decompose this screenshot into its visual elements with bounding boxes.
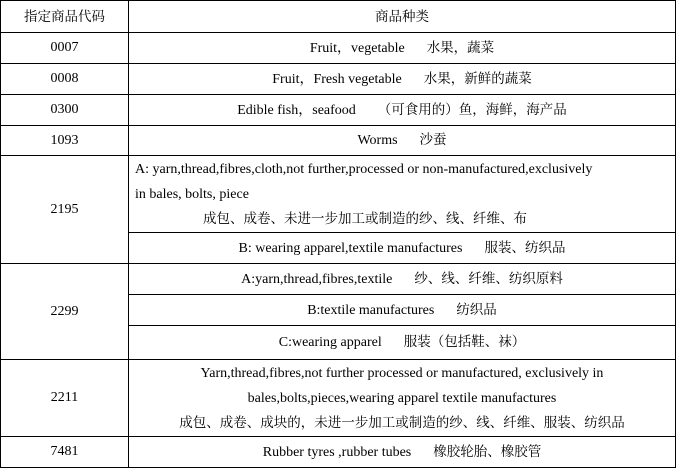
category-en-line2: in bales, bolts, piece bbox=[135, 186, 249, 202]
code-cell: 2211 bbox=[1, 360, 129, 437]
category-en: Edible fish，seafood bbox=[237, 102, 356, 118]
table-row bbox=[1, 33, 676, 64]
category-en: B: wearing apparel,textile manufactures bbox=[238, 240, 463, 256]
category-zh: 服装、纺织品 bbox=[484, 239, 566, 256]
category-en: Fruit，vegetable bbox=[309, 40, 405, 56]
code-cell: 2299 bbox=[1, 264, 129, 360]
category-zh: （可食用的）鱼，海鲜，海产品 bbox=[377, 101, 567, 118]
category-cell bbox=[129, 156, 676, 233]
category-en: C:wearing apparel bbox=[278, 335, 382, 350]
header-code: 指定商品代码 bbox=[1, 1, 129, 33]
category-en-line1: Yarn,thread,fibres,not further processed or manufactured, exclusively in bbox=[200, 365, 604, 381]
category-zh: 橡胶轮胎、橡胶管 bbox=[433, 443, 542, 460]
table-row bbox=[1, 95, 676, 126]
category-en-line2: bales,bolts,pieces,wearing apparel textile manufactures bbox=[247, 390, 557, 406]
table-row bbox=[1, 126, 676, 156]
header-category: 商品种类 bbox=[129, 1, 676, 33]
table-row bbox=[1, 64, 676, 95]
category-en-line1: A: yarn,thread,fibres,cloth,not further,processed or non-manufactured,exclusively bbox=[135, 161, 593, 177]
category-cell bbox=[129, 360, 676, 437]
table-row bbox=[1, 156, 676, 233]
category-cell bbox=[129, 33, 676, 64]
category-en: A:yarn,thread,fibres,textile bbox=[241, 271, 393, 287]
code-cell: 0007 bbox=[1, 33, 129, 64]
category-zh: 水果，新鲜的蔬菜 bbox=[423, 70, 532, 87]
category-cell bbox=[129, 326, 676, 360]
code-cell: 7481 bbox=[1, 437, 129, 468]
category-cell bbox=[129, 295, 676, 326]
category-zh: 服装（包括鞋、袜） bbox=[403, 334, 526, 350]
header-row bbox=[1, 1, 676, 33]
table-row bbox=[1, 360, 676, 437]
code-cell: 2195 bbox=[1, 156, 129, 264]
category-cell bbox=[129, 95, 676, 126]
category-en: Rubber tyres ,rubber tubes bbox=[262, 444, 412, 460]
category-en: Fruit，Fresh vegetable bbox=[272, 71, 402, 87]
table-row bbox=[1, 264, 676, 295]
table-row bbox=[1, 437, 676, 468]
category-zh: 成包、成卷、成块的，未进一步加工或制造的纱、线、纤维、服装、纺织品 bbox=[179, 414, 625, 431]
category-zh: 成包、成卷、未进一步加工或制造的纱、线、纤维、布 bbox=[203, 210, 527, 227]
category-cell bbox=[129, 64, 676, 95]
category-cell bbox=[129, 437, 676, 468]
code-cell: 1093 bbox=[1, 126, 129, 156]
category-en: Worms bbox=[357, 133, 398, 148]
category-zh: 沙蚕 bbox=[419, 132, 447, 148]
code-cell: 0008 bbox=[1, 64, 129, 95]
category-cell bbox=[129, 233, 676, 264]
category-zh: 水果，蔬菜 bbox=[426, 39, 495, 56]
category-cell bbox=[129, 126, 676, 156]
category-en: B:textile manufactures bbox=[307, 302, 435, 318]
category-cell bbox=[129, 264, 676, 295]
category-zh: 纱、线、纤维、纺织原料 bbox=[414, 270, 563, 287]
code-cell: 0300 bbox=[1, 95, 129, 126]
category-zh: 纺织品 bbox=[456, 301, 497, 318]
